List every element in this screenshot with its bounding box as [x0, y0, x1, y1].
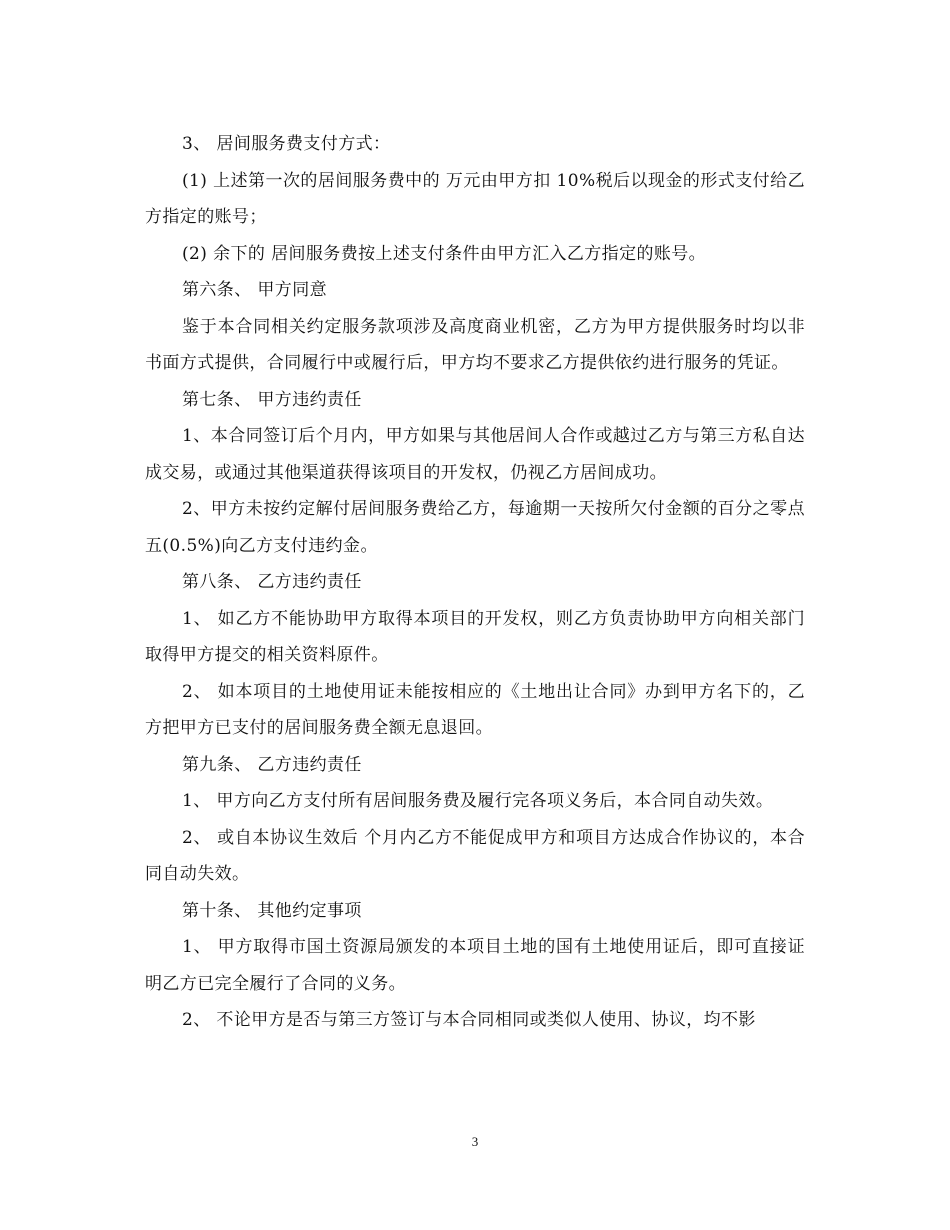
article-10-clause-2: 2、 不论甲方是否与第三方签订与本合同相同或类似人使用、协议，均不影	[182, 1010, 756, 1030]
article-9-clause-2: 2、 或自本协议生效后 个月内乙方不能促成甲方和项目方达成合作协议的，本合同自动失效。	[145, 827, 805, 884]
article-7-clause-1: 1、本合同签订后个月内，甲方如果与其他居间人合作或越过乙方与第三方私自达成交易，或通过其他渠道获得该项目的开发权，仍视乙方居间成功。	[145, 426, 805, 483]
article-9-clause-1: 1、 甲方向乙方支付所有居间服务费及履行完各项义务后，本合同自动失效。	[182, 791, 774, 811]
article-8-clause-1: 1、 如乙方不能协助甲方取得本项目的开发权，则乙方负责协助甲方向相关部门取得甲方提交的相关资料原件。	[145, 608, 805, 665]
article-8-heading: 第八条、 乙方违约责任	[182, 572, 362, 592]
article-8-clause-2: 2、 如本项目的土地使用证未能按相应的《土地出让合同》办到甲方名下的，乙方把甲方已支付的居间服务费全额无息退回。	[145, 681, 805, 738]
clause-remaining-payment: (2) 余下的 居间服务费按上述支付条件由甲方汇入乙方指定的账号。	[182, 243, 707, 264]
article-6-body: 鉴于本合同相关约定服务款项涉及高度商业机密，乙方为甲方提供服务时均以非书面方式提供，合同履行中或履行后，甲方均不要求乙方提供依约进行服务的凭证。	[145, 316, 805, 373]
section-heading-payment-method: 3、 居间服务费支付方式：	[182, 134, 391, 154]
clause-first-payment: (1) 上述第一次的居间服务费中的 万元由甲方扣 10%税后以现金的形式支付给乙方指定的账号；	[145, 170, 805, 227]
article-7-heading: 第七条、 甲方违约责任	[182, 389, 362, 410]
article-9-heading: 第九条、 乙方违约责任	[182, 754, 362, 775]
document-body	[145, 126, 805, 1039]
article-6-heading: 第六条、 甲方同意	[182, 280, 328, 300]
page-number: 3	[471, 1134, 479, 1149]
article-7-clause-2: 2、甲方未按约定解付居间服务费给乙方，每逾期一天按所欠付金额的百分之零点五(0.5%)向乙方支付违约金。	[145, 499, 805, 556]
article-10-heading: 第十条、 其他约定事项	[182, 900, 362, 921]
article-10-clause-1: 1、 甲方取得市国土资源局颁发的本项目土地的国有土地使用证后，即可直接证明乙方已完全履行了合同的义务。	[145, 937, 805, 994]
